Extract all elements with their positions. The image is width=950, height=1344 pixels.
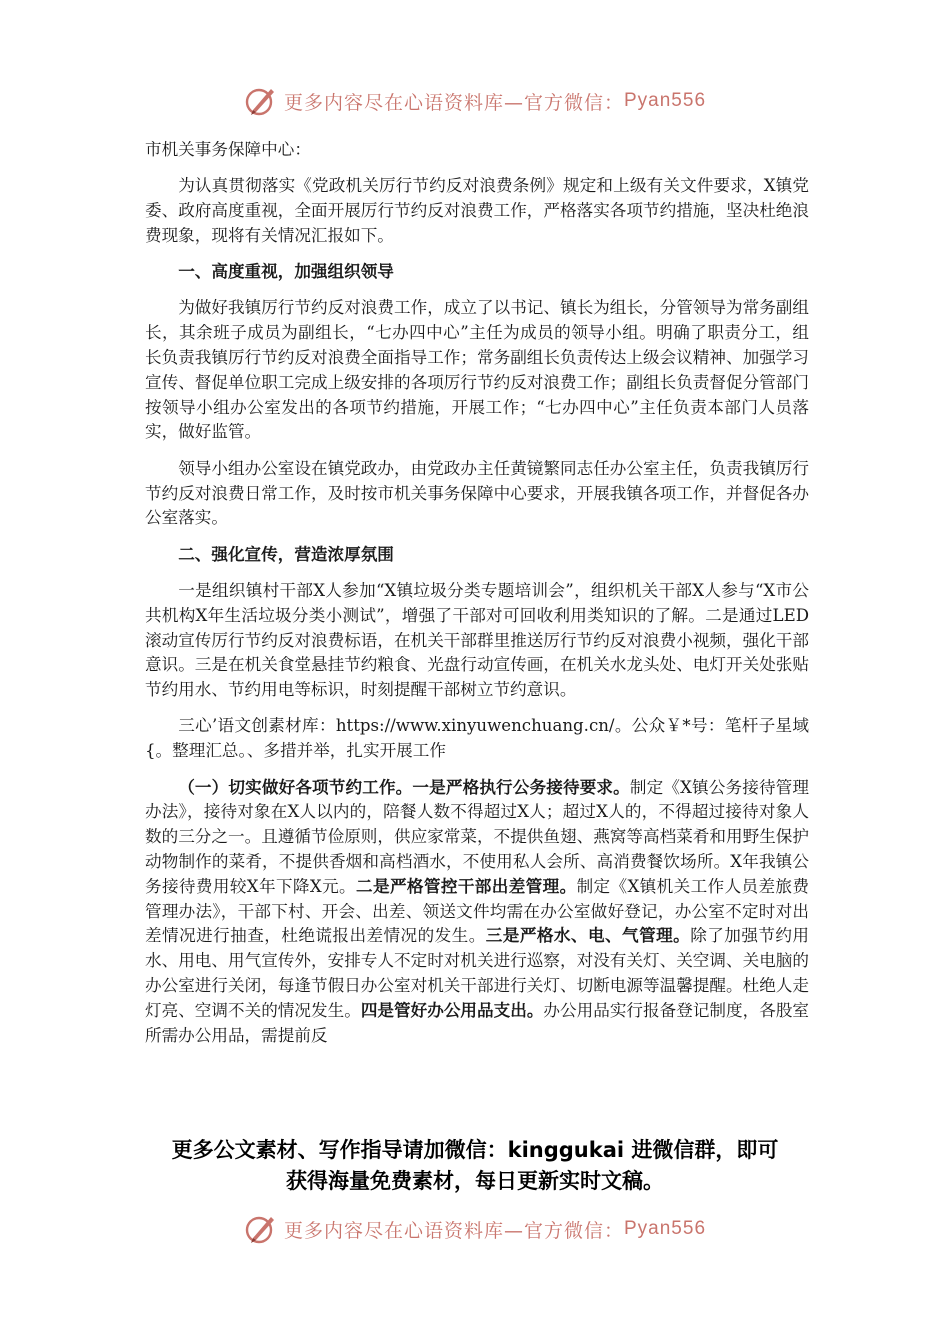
bold-lead-1: （一）切实做好各项节约工作。一是严格执行公务接待要求。: [178, 777, 630, 797]
bold-lead-4: 四是管好办公用品支出。: [360, 1000, 544, 1020]
watermark-banner-bottom: [0, 1212, 950, 1246]
paragraph-leadership-group: 为做好我镇厉行节约反对浪费工作，成立了以书记、镇长为组长，分管领导为常务副组长，其余班子成员为副组长，“七办四中心”主任为成员的领导小组。明确了职责分工，组长负责我镇厉行节约反对浪费全面指导工作；常务副组长负责传达上级会议精神、加强学习宣传、督促单位职工完成上级安排的各项厉行节约反对浪费工作；副组长负责督促分管部门按领导小组办公室发出的各项节约措施，开展工作；“七办四中心”主任负责本部门人员落实，做好监管。: [145, 298, 809, 442]
addressee: 市机关事务保障中心：: [145, 140, 311, 159]
paragraph-office: 领导小组办公室设在镇党政办，由党政办主任黄镜繁同志任办公室主任，负责我镇厉行节约反对浪费日常工作，及时按市机关事务保障中心要求，开展我镇各项工作，并督促各办公室落实。: [145, 458, 809, 528]
promo-notice: [0, 1135, 950, 1197]
pen-logo-icon: [244, 84, 278, 118]
watermark-wechat-id: Pyan556: [624, 1218, 707, 1239]
watermark-banner-top: [0, 84, 950, 118]
paragraph-saving-measures: [145, 776, 809, 1049]
intro-paragraph: 为认真贯彻落实《党政机关厉行节约反对浪费条例》规定和上级有关文件要求，X镇党委、政府高度重视，全面开展厉行节约反对浪费工作，严格落实各项节约措施，坚决杜绝浪费现象，现将有关情况汇报如下。: [145, 176, 809, 245]
paragraph-source-note: 三心’语文创素材库：https://www.xinyuwenchuang.cn/。公众￥*号：笔杆子星域{。整理汇总。、多措并举，扎实开展工作: [145, 716, 809, 761]
bold-lead-2: 二是严格管控干部出差管理。: [356, 876, 577, 896]
paragraph-publicity: 一是组织镇村干部X人参加“X镇垃圾分类专题培训会”，组织机关干部X人参与“X市公共机构X年生活垃圾分类小测试”，增强了干部对可回收利用类知识的了解。二是通过LED滚动宣传厉行节约反对浪费标语，在机关干部群里推送厉行节约反对浪费小视频，强化干部意识。三是在机关食堂悬挂节约粮食、光盘行动宣传画，在机关水龙头处、电灯开关处张贴节约用水、节约用电等标识，时刻提醒干部树立节约意识。: [145, 580, 809, 700]
watermark-text: 更多内容尽在心语资料库—官方微信：: [283, 1219, 624, 1242]
bold-lead-3: 三是严格水、电、气管理。: [485, 926, 691, 946]
promo-line-1: 更多公文素材、写作指导请加微信：kinggukai 进微信群，即可: [171, 1138, 779, 1162]
promo-line-2: 获得海量免费素材，每日更新实时文稿。: [286, 1169, 664, 1193]
watermark-wechat-id: Pyan556: [624, 90, 707, 111]
watermark-text: 更多内容尽在心语资料库—官方微信：: [283, 91, 624, 114]
text-utilities: 除了加强节约用水、用电、用气宣传外，安排专人不定时对机关进行巡察，对没有关灯、关空调、关电脑的办公室进行关闭，每逢节假日办公室对机关干部进行关灯、切断电源等温馨提醒。杜绝人走灯亮、空调不关的情况发生。: [145, 926, 810, 1020]
document-body: [145, 138, 809, 1048]
text-travel: 制定《X镇机关工作人员差旅费管理办法》，干部下村、开会、出差、领送文件均需在办公室做好登记，办公室不定时对出差情况进行抽查，杜绝谎报出差情况的发生。: [145, 876, 809, 946]
section-heading-2: 二、强化宣传，营造浓厚氛围: [178, 544, 394, 564]
text-reception: 制定《X镇公务接待管理办法》，接待对象在X人以内的，陪餐人数不得超过X人；超过X人的，不得超过接待对象人数的三分之一。且遵循节俭原则，供应家常菜，不提供鱼翅、燕窝等高档菜肴和用野生保护动物制作的菜肴，不提供香烟和高档酒水，不使用私人会所、高消费餐饮场所。X年我镇公务接待费用较X年下降X元。: [145, 777, 809, 896]
text-supplies: 办公用品实行报备登记制度，各股室所需办公用品，需提前反: [145, 1000, 810, 1045]
section-heading-1: 一、高度重视，加强组织领导: [178, 262, 394, 282]
pen-logo-icon: [244, 1212, 278, 1246]
